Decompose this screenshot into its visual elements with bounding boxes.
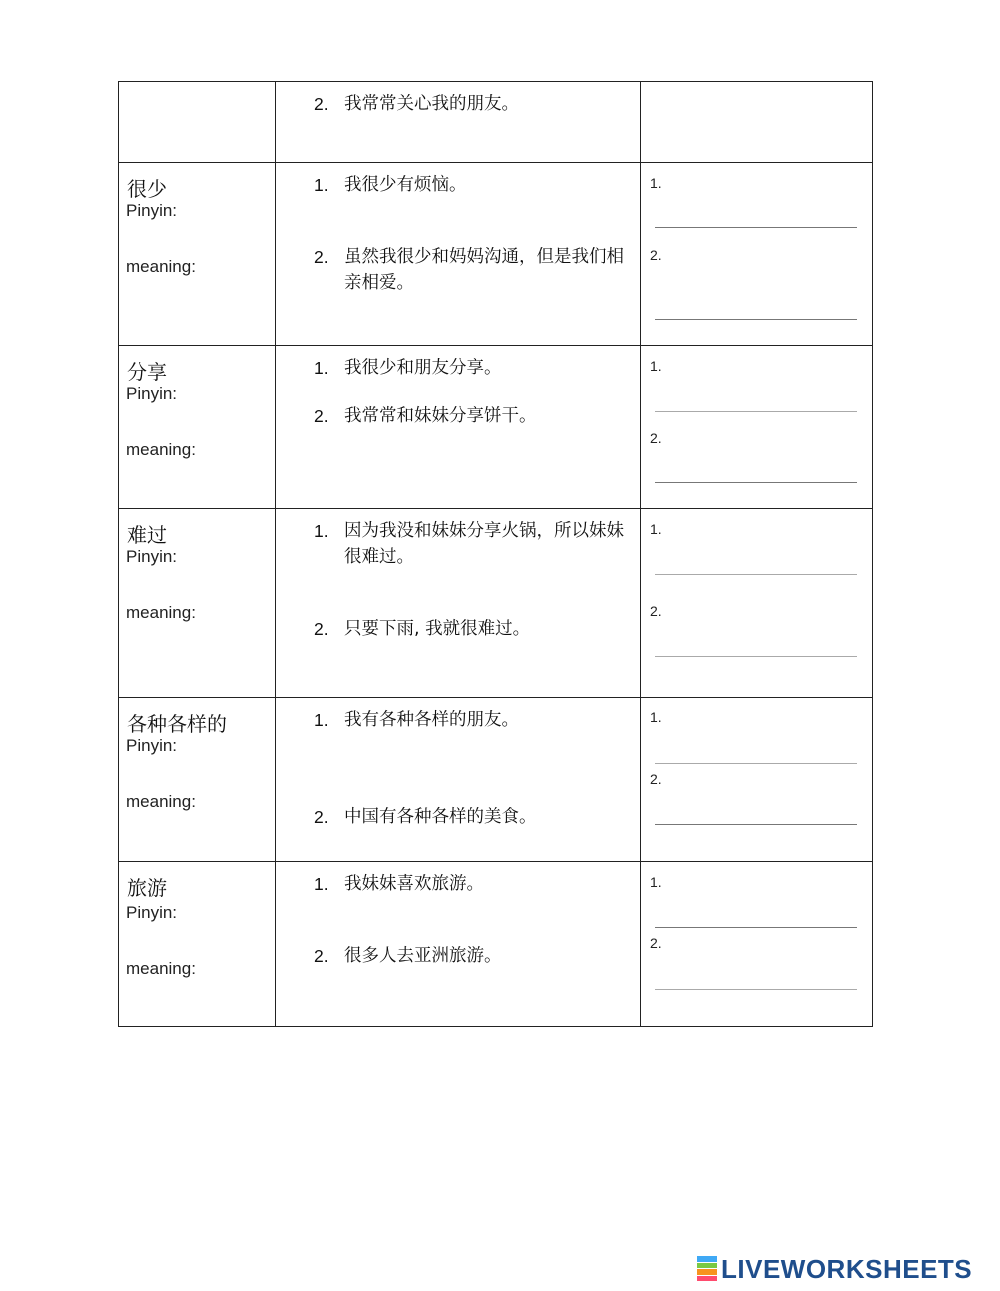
vocab-word: 分享 [127,360,167,384]
vocab-word: 旅游 [127,876,167,900]
answer-input-1[interactable] [655,205,857,228]
answer-cell [641,698,873,862]
example-sentence-2: 2. 只要下雨, 我就很难过。 [314,619,531,639]
brand-text: LIVEWORKSHEETS [721,1253,973,1284]
liveworksheets-logo-icon [697,1256,717,1282]
example-sentence-1: 1. 我有各种各样的朋友。 [314,710,519,730]
meaning-label: meaning: [126,440,196,459]
example-sentence-1: 1. 我很少和朋友分享。 [314,358,502,378]
word-cell [119,509,276,698]
answer-input-2[interactable] [655,297,857,320]
table-row [119,163,873,346]
word-cell [119,698,276,862]
sentences-cell [276,698,641,862]
answer-number: 1. [650,521,662,537]
pinyin-label: Pinyin: [126,384,178,403]
word-cell [119,163,276,346]
answer-cell [641,346,873,509]
pinyin-label: Pinyin: [126,903,178,922]
answer-cell [641,862,873,1027]
example-sentence-2: 2. 中国有各种各样的美食。 [314,807,537,827]
pinyin-label: Pinyin: [126,736,178,755]
vocabulary-table [118,81,873,1027]
answer-number: 2. [650,935,662,951]
vocab-word: 很少 [127,177,167,201]
example-sentence-1: 1. 因为我没和妹妹分享火锅，所以妹妹很难过。 [314,521,624,567]
example-sentence-2: 2. 虽然我很少和妈妈沟通，但是我们相亲相爱。 [314,247,624,293]
example-sentence-2: 2. 我常常关心我的朋友。 [314,94,519,114]
word-cell [119,862,276,1027]
answer-number: 1. [650,874,662,890]
vocab-word: 各种各样的 [127,712,227,736]
table-row [119,862,873,1027]
word-cell [119,346,276,509]
table-row [119,82,873,163]
answer-input-2[interactable] [655,967,857,990]
answer-input-1[interactable] [655,905,857,928]
example-sentence-2: 2. 我常常和妹妹分享饼干。 [314,406,537,426]
answer-cell [641,163,873,346]
sentences-cell [276,862,641,1027]
sentences-cell [276,509,641,698]
answer-input-1[interactable] [655,741,857,764]
word-cell [119,82,276,163]
table-row [119,346,873,509]
liveworksheets-logo [697,1254,972,1284]
meaning-label: meaning: [126,959,196,978]
answer-input-2[interactable] [655,460,857,483]
example-sentence-1: 1. 我妹妹喜欢旅游。 [314,874,484,894]
answer-cell [641,509,873,698]
sentences-cell [276,163,641,346]
answer-number: 1. [650,358,662,374]
answer-number: 2. [650,771,662,787]
table-row [119,509,873,698]
pinyin-label: Pinyin: [126,547,178,566]
meaning-label: meaning: [126,257,196,276]
answer-input-1[interactable] [655,552,857,575]
sentences-cell [276,346,641,509]
answer-number: 2. [650,247,662,263]
vocab-word: 难过 [127,523,167,547]
answer-number: 2. [650,430,662,446]
example-sentence-2: 2. 很多人去亚洲旅游。 [314,946,502,966]
answer-cell [641,82,873,163]
answer-input-2[interactable] [655,634,857,657]
pinyin-label: Pinyin: [126,201,178,220]
meaning-label: meaning: [126,603,196,622]
answer-input-2[interactable] [655,802,857,825]
answer-number: 1. [650,175,662,191]
sentences-cell [276,82,641,163]
meaning-label: meaning: [126,792,196,811]
example-sentence-1: 1. 我很少有烦恼。 [314,175,467,195]
answer-number: 2. [650,603,662,619]
answer-number: 1. [650,709,662,725]
table-row [119,698,873,862]
answer-input-1[interactable] [655,389,857,412]
